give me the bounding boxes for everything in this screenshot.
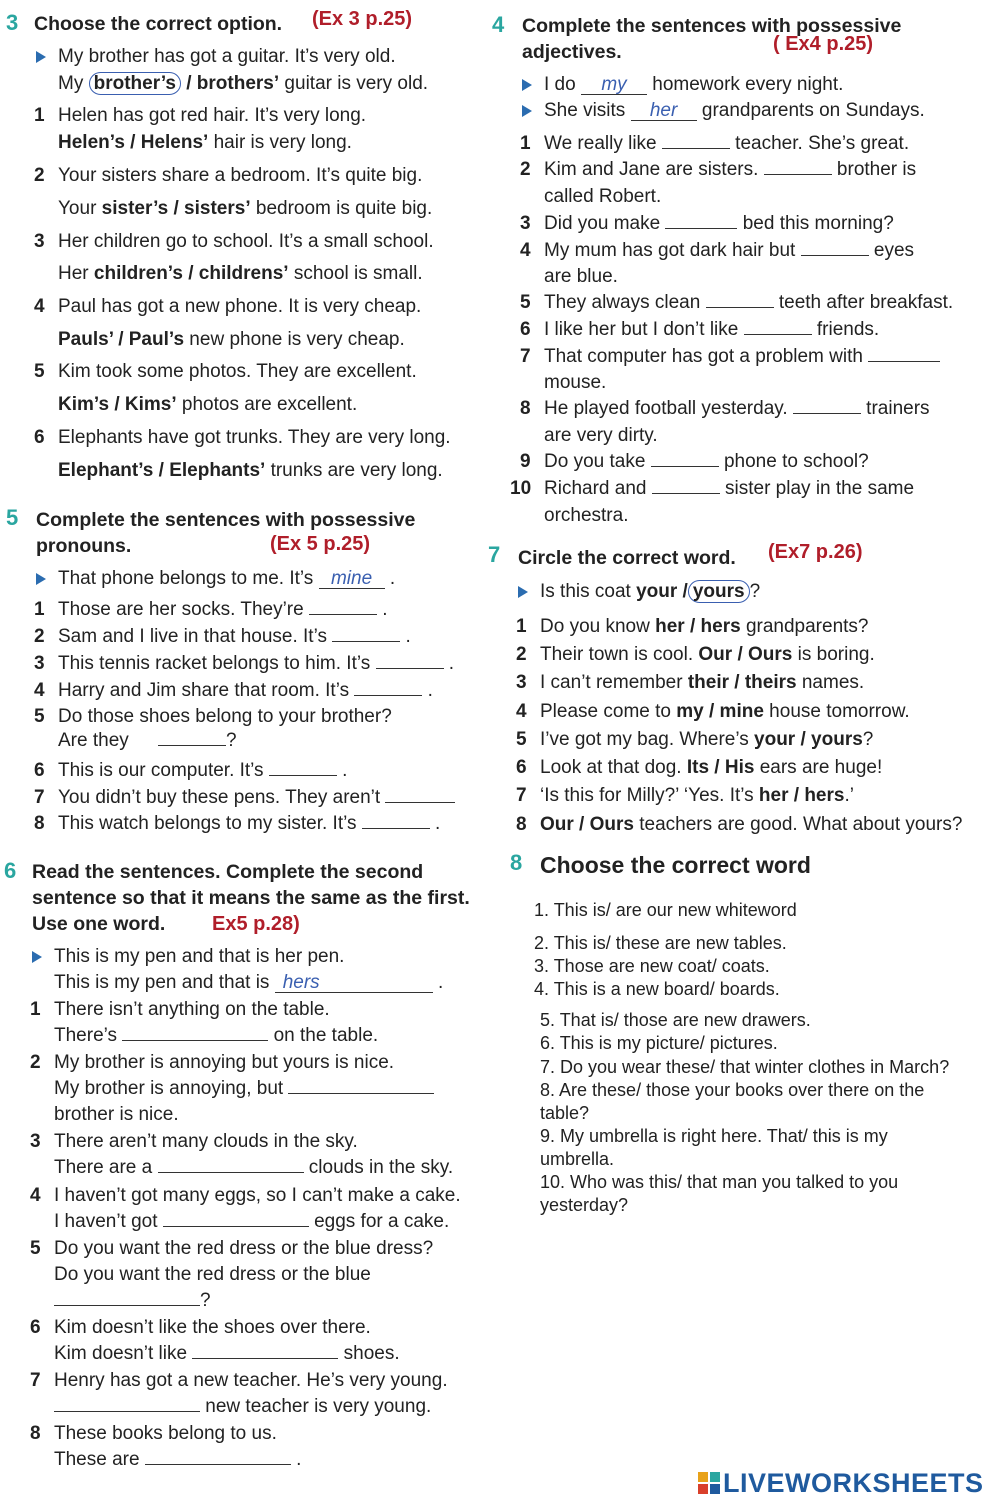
answer-blank[interactable]: [269, 759, 337, 776]
item-number: 8: [516, 814, 527, 835]
example-arrow-icon: [32, 951, 42, 963]
list-item[interactable]: 4. This is a new board/ boards.: [534, 979, 780, 999]
item-number: 7: [34, 787, 45, 808]
item-number: 6: [30, 1317, 41, 1338]
item-number: 3: [516, 672, 527, 693]
exercise-title: Choose the correct option.: [34, 13, 283, 35]
list-item[interactable]: yesterday?: [540, 1195, 629, 1215]
list-item[interactable]: 8. Are these/ those your books over there on the: [540, 1080, 925, 1100]
item-number: 1: [34, 599, 45, 620]
question: Do you want the red dress or the blue dress?: [54, 1238, 434, 1259]
answer-blank[interactable]: [652, 477, 720, 494]
answer-blank[interactable]: [288, 1077, 434, 1094]
sentence: Sam and I live in that house. It’s .: [58, 626, 411, 647]
answer-blank[interactable]: [662, 132, 730, 149]
answer-blank[interactable]: [385, 786, 455, 803]
answer-choice[interactable]: Elephant’s / Elephants’ trunks are very long.: [58, 460, 443, 481]
page-reference: (Ex7 p.26): [768, 541, 863, 563]
sentence: They always clean teeth after breakfast.: [544, 292, 954, 313]
item-number: 4: [34, 680, 45, 701]
exercise-number: 6: [4, 858, 17, 883]
item-number: 5: [34, 361, 45, 382]
answer-blank[interactable]: [744, 318, 812, 335]
list-item[interactable]: 6. This is my picture/ pictures.: [540, 1033, 778, 1053]
sentence: My brother is annoying, but: [54, 1077, 434, 1101]
page-reference: ( Ex4 p.25): [773, 33, 874, 55]
exercise-title-line2: sentence so that it means the same as the first.: [32, 887, 470, 909]
exercise-number: 7: [488, 542, 501, 567]
item-number: 8: [30, 1423, 41, 1444]
page-reference: (Ex 3 p.25): [312, 8, 413, 30]
answer-blank[interactable]: [793, 397, 861, 414]
exercise-title-line3: Use one word.: [32, 913, 166, 935]
sentence: are very dirty.: [544, 425, 658, 446]
item-number: 10: [510, 478, 532, 499]
sentence[interactable]: Look at that dog. Its / His ears are huge!: [540, 757, 883, 778]
sentence: I haven’t got eggs for a cake.: [54, 1211, 450, 1232]
sentence[interactable]: Do you know her / hers grandparents?: [540, 616, 869, 637]
item-number: 3: [30, 1131, 41, 1152]
sentence: This tennis racket belongs to him. It’s .: [58, 653, 455, 674]
item-number: 5: [34, 706, 45, 727]
example-sentence: This is my pen and that is hers .: [54, 972, 444, 993]
sentence: This is our computer. It’s .: [58, 760, 348, 781]
exercise-title: Circle the correct word.: [518, 547, 736, 569]
item-number: 6: [34, 427, 45, 448]
item-number: 7: [516, 785, 527, 806]
item-number: 2: [516, 644, 527, 665]
answer-blank[interactable]: [362, 812, 430, 829]
list-item[interactable]: 7. Do you wear these/ that winter clothes in March?: [540, 1057, 950, 1077]
question: Your sisters share a bedroom. It’s quite big.: [58, 165, 423, 186]
sentence: There’s on the table.: [54, 1025, 379, 1046]
sentence: I like her but I don’t like friends.: [544, 319, 880, 340]
item-number: 1: [34, 105, 45, 126]
question: There aren’t many clouds in the sky.: [54, 1131, 358, 1152]
sentence: Do you want the red dress or the blue: [54, 1264, 371, 1285]
answer-blank[interactable]: [868, 345, 940, 362]
sentence: orchestra.: [544, 505, 629, 526]
sentence[interactable]: Please come to my / mine house tomorrow.: [540, 701, 910, 722]
list-item[interactable]: 10. Who was this/ that man you talked to you: [540, 1172, 899, 1192]
answer-blank[interactable]: [158, 1156, 304, 1173]
item-number: 7: [520, 346, 531, 367]
sentence: mouse.: [544, 372, 607, 393]
item-number: 2: [520, 159, 531, 180]
item-number: 5: [30, 1238, 41, 1259]
example-answer: hers: [275, 974, 433, 993]
example-arrow-icon: [522, 105, 532, 117]
example-answer: her: [631, 102, 697, 121]
item-number: 1: [516, 616, 527, 637]
item-number: 2: [34, 626, 45, 647]
item-number: 8: [520, 398, 531, 419]
item-number: 3: [34, 231, 45, 252]
item-number: 9: [520, 451, 531, 472]
sentence: Richard and sister play in the same: [544, 478, 915, 499]
question: I haven’t got many eggs, so I can’t make a cake.: [54, 1185, 461, 1206]
list-item[interactable]: umbrella.: [540, 1149, 615, 1169]
answer-blank[interactable]: [376, 652, 444, 669]
list-item[interactable]: 3. Those are new coat/ coats.: [534, 956, 770, 976]
list-item[interactable]: 5. That is/ those are new drawers.: [540, 1010, 811, 1030]
exercise-title-line2: pronouns.: [36, 535, 132, 557]
answer-blank[interactable]: [309, 598, 377, 615]
exercise-title-line2: adjectives.: [522, 41, 622, 63]
sentence: He played football yesterday. trainers: [544, 398, 930, 419]
question: Paul has got a new phone. It is very cheap.: [58, 296, 422, 317]
answer-blank[interactable]: [54, 1395, 200, 1412]
item-number: 6: [516, 757, 527, 778]
answer-blank[interactable]: [122, 1024, 268, 1041]
sentence[interactable]: I’ve got my bag. Where’s your / yours?: [540, 729, 874, 750]
example-sentence: That phone belongs to me. It’s mine .: [58, 568, 396, 589]
answer-choice[interactable]: Pauls’ / Paul’s new phone is very cheap.: [58, 329, 405, 350]
exercise-title-line1: Complete the sentences with possessive: [36, 509, 416, 531]
exercise-title-line1: Read the sentences. Complete the second: [32, 861, 424, 883]
sentence[interactable]: Our / Ours teachers are good. What about yours?: [540, 814, 963, 835]
answer-blank[interactable]: [354, 679, 422, 696]
item-number: 8: [34, 813, 45, 834]
sentence: brother is nice.: [54, 1104, 179, 1125]
sentence: new teacher is very young.: [54, 1395, 431, 1419]
question: Elephants have got trunks. They are very long.: [58, 427, 451, 448]
answer-blank[interactable]: [145, 1448, 291, 1465]
sentence: These are .: [54, 1449, 302, 1470]
item-number: 2: [34, 165, 45, 186]
sentence: called Robert.: [544, 186, 662, 207]
question: Henry has got a new teacher. He’s very young.: [54, 1370, 448, 1391]
question: Her children go to school. It’s a small school.: [58, 231, 434, 252]
list-item[interactable]: table?: [540, 1103, 590, 1123]
item-number: 1: [30, 999, 41, 1020]
answer-blank[interactable]: [54, 1289, 200, 1306]
answer-blank[interactable]: [332, 625, 400, 642]
list-item[interactable]: 2. This is/ these are new tables.: [534, 933, 787, 953]
sentence: Harry and Jim share that room. It’s .: [58, 680, 433, 701]
answer-blank[interactable]: [706, 291, 774, 308]
example-arrow-icon: [518, 586, 528, 598]
answer-blank[interactable]: [192, 1342, 338, 1359]
exercise-title-line1: Complete the sentences with possessive: [522, 15, 902, 37]
answer-blank[interactable]: [665, 212, 737, 229]
item-number: 6: [520, 319, 531, 340]
question: There isn’t anything on the table.: [54, 999, 330, 1020]
item-number: 4: [516, 701, 527, 722]
question: These books belong to us.: [54, 1423, 277, 1444]
sentence: ?: [54, 1289, 211, 1313]
example-arrow-icon: [36, 573, 46, 585]
sentence: Do you take phone to school?: [544, 451, 869, 472]
example-arrow-icon: [522, 79, 532, 91]
page-reference: (Ex 5 p.25): [270, 533, 371, 555]
item-number: 3: [520, 213, 531, 234]
answer-choice[interactable]: Helen’s / Helens’ hair is very long.: [58, 132, 352, 153]
liveworksheets-icon: [698, 1472, 720, 1494]
item-number: 4: [30, 1185, 41, 1206]
example-sentence: Is this coat your / yours ?: [540, 581, 761, 602]
sentence: Did you make bed this morning?: [544, 213, 894, 234]
item-number: 5: [516, 729, 527, 750]
answer-blank[interactable]: [764, 158, 832, 175]
list-item[interactable]: 9. My umbrella is right here. That/ this is my: [540, 1126, 888, 1146]
item-number: 7: [30, 1370, 41, 1391]
circled-answer: brother’s: [89, 72, 181, 95]
sentence[interactable]: Their town is cool. Our / Ours is boring.: [540, 644, 875, 665]
example-arrow-icon: [36, 51, 46, 63]
item-number: 5: [520, 292, 531, 313]
item-number: 4: [34, 296, 45, 317]
item-number: 2: [30, 1052, 41, 1073]
item-number: 3: [34, 653, 45, 674]
example-question: This is my pen and that is her pen.: [54, 946, 345, 967]
answer-blank[interactable]: [651, 450, 719, 467]
list-item[interactable]: 1. This is/ are our new whiteword: [534, 900, 797, 920]
example-sentence: I do my homework every night.: [544, 74, 844, 95]
sentence: My mum has got dark hair but eyes: [544, 240, 915, 261]
sentence[interactable]: ‘Is this for Milly?’ ‘Yes. It’s her / hers.’: [540, 785, 854, 806]
answer-choice[interactable]: Her children’s / childrens’ school is small.: [58, 263, 423, 284]
sentence: There are a clouds in the sky.: [54, 1157, 454, 1178]
example-answer: mine: [319, 570, 385, 589]
sentence[interactable]: I can’t remember their / theirs names.: [540, 672, 865, 693]
answer-choice[interactable]: Kim’s / Kims’ photos are excellent.: [58, 394, 358, 415]
item-number: 4: [520, 240, 531, 261]
answer-blank[interactable]: [801, 239, 869, 256]
question: Helen has got red hair. It’s very long.: [58, 105, 367, 126]
item-number: 1: [520, 133, 531, 154]
sentence: Are they ?: [58, 730, 237, 751]
answer-blank[interactable]: [158, 729, 226, 746]
question: Kim took some photos. They are excellent.: [58, 361, 417, 382]
sentence: That computer has got a problem with: [544, 345, 940, 369]
item-number: 6: [34, 760, 45, 781]
exercise-number: 4: [492, 12, 505, 37]
question: Kim doesn’t like the shoes over there.: [54, 1317, 371, 1338]
page-reference: Ex5 p.28): [212, 913, 300, 935]
question: My brother is annoying but yours is nice.: [54, 1052, 395, 1073]
exercise-number: 8: [510, 850, 523, 875]
answer-choice[interactable]: Your sister’s / sisters’ bedroom is quite big.: [58, 198, 433, 219]
example-answer: my: [581, 76, 647, 95]
exercise-title: Choose the correct word: [540, 852, 811, 878]
circled-answer: yours: [688, 580, 750, 603]
exercise-number: 3: [6, 10, 19, 35]
sentence: Kim doesn’t like shoes.: [54, 1343, 400, 1364]
sentence: We really like teacher. She’s great.: [544, 133, 910, 154]
example-question: My brother has got a guitar. It’s very old.: [58, 46, 396, 67]
liveworksheets-logo[interactable]: [698, 1468, 984, 1499]
sentence: Do those shoes belong to your brother?: [58, 706, 392, 727]
exercise-number: 5: [6, 505, 19, 530]
example-answer: My brother’s / brothers’ guitar is very old.: [58, 73, 429, 94]
sentence: Those are her socks. They’re .: [58, 599, 388, 620]
sentence: Kim and Jane are sisters. brother is: [544, 159, 917, 180]
logo-text: LIVEWORKSHEETS: [723, 1468, 984, 1498]
sentence: are blue.: [544, 266, 618, 287]
example-sentence: She visits her grandparents on Sundays.: [544, 100, 925, 121]
answer-blank[interactable]: [163, 1210, 309, 1227]
sentence: This watch belongs to my sister. It’s .: [58, 813, 441, 834]
sentence: You didn’t buy these pens. They aren’t: [58, 786, 455, 810]
